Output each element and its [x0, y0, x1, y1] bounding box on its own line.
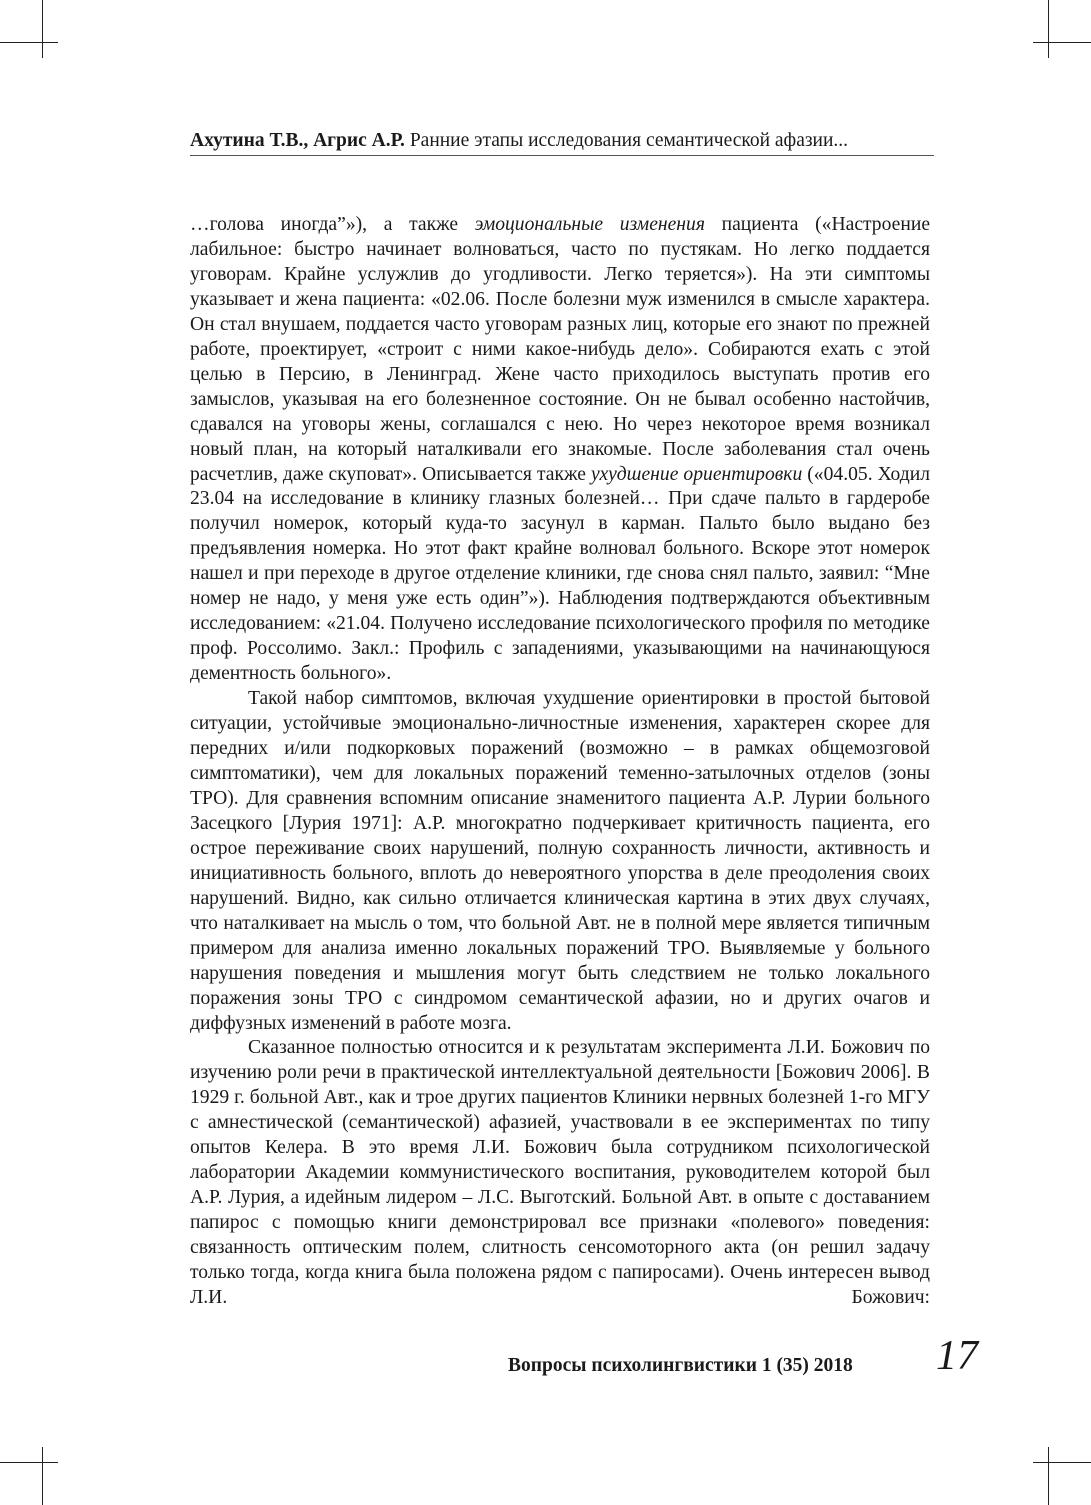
paragraph-1-run: …голова иногда”»), а также: [190, 214, 475, 235]
paragraph-3: Сказанное полностью относится и к результатам эксперимента Л.И. Божович по изучению роли речи в практической интеллектуальной деятельности [Божович 2006]. В 1929 г. больной Авт., как и трое других пациентов Клиники нервных болезней 1-го МГУ с амнестической (семантической) афазией, участвовали в ее экспериментах по типу опытов Келера. В это время Л.И. Божович была сотрудником психологической лаборатории Академии коммунистического воспитания, руководителем которой был А.Р. Лурия, а идейным лидером – Л.С. Выготский. Больной Авт. в опыте с доставанием папирос с помощью книги демонстрировал все признаки «полевого» поведения: связанность оптическим полем, слитность сенсомоторного акта (он решил задачу только тогда, когда книга была положена рядом с папиросами). Очень интересен вывод Л.И. Божович:: [190, 1037, 930, 1308]
paragraph-1-italic: эмоциональные изменения: [474, 214, 705, 235]
crop-mark: [42, 1447, 43, 1505]
header-title: Ранние этапы исследования семантической афазии...: [409, 130, 849, 151]
header-rule: [190, 155, 934, 156]
crop-mark: [1033, 1462, 1091, 1463]
crop-mark: [1048, 1447, 1049, 1505]
paragraph-1-run: («04.05. Ходил 23.04 на исследование в клинику глазных болезней… При сдаче пальто в гардеробе получил номерок, который куда-то засунул в карман. Пальто было выдано без предъявления номерка. Но этот факт крайне волновал больного. Вскоре этот номерок нашел и при переходе в другое отделение клиники, где снова снял пальто, заявил: “Мне номер не надо, у меня уже есть один”»). Наблюдения подтверждаются объективным исследованием: «21.04. Получено исследование психологического профиля по методике проф. Россолимо. Закл.: Профиль с западениями, указывающими на начинающуюся дементность больного».: [190, 463, 931, 685]
journal-footer: Вопросы психолингвистики 1 (35) 2018: [508, 1355, 853, 1376]
crop-mark: [42, 0, 43, 58]
crop-mark: [1033, 42, 1091, 43]
crop-mark: [0, 42, 58, 43]
header-authors: Ахутина Т.В., Агрис А.Р.: [190, 130, 405, 151]
paragraph-1: [190, 213, 930, 687]
page-number: 17: [936, 1333, 978, 1379]
paragraph-1-run: пациента («Настроение лабильное: быстро начинает волноваться, часто по пустякам. Но легко поддается уговорам. Крайне услужлив до угодливости. Легко теряется»). На эти симптомы указывает и жена пациента: «02.06. После болезни муж изменился в смысле характера. Он стал внушаем, поддается часто уговорам разных лиц, которые его знают по прежней работе, проектирует, «строит с ними какое-нибудь дело». Собираются ехать с этой целью в Персию, в Ленинград. Жене часто приходилось выступать против его замыслов, указывая на его болезненное состояние. Он не бывал особенно настойчив, сдавался на уговоры жены, соглашался с нею. Но через некоторое время возникал новый план, на который наталкивали его знакомые. После заболевания стал очень расчетлив, даже скуповат». Описывается также: [190, 214, 931, 485]
crop-mark: [1048, 0, 1049, 58]
crop-mark: [0, 1462, 58, 1463]
running-header: [190, 128, 932, 154]
body-text: [190, 213, 930, 1311]
paragraph-1-italic: ухудшение ориентировки: [591, 463, 803, 485]
paragraph-2: Такой набор симптомов, включая ухудшение ориентировки в простой бытовой ситуации, устойчивые эмоционально-личностные изменения, характерен скорее для передних и/или подкорковых поражений (возможно – в рамках общемозговой симптоматики), чем для локальных поражений теменно-затылочных отделов (зоны ТРО). Для сравнения вспомним описание знаменитого пациента А.Р. Лурии больного Засецкого [Лурия 1971]: А.Р. многократно подчеркивает критичность пациента, его острое переживание своих нарушений, полную сохранность личности, активность и инициативность больного, вплоть до невероятного упорства в деле преодоления своих нарушений. Видно, как сильно отличается клиническая картина в этих двух случаях, что наталкивает на мысль о том, что больной Авт. не в полной мере является типичным примером для анализа именно локальных поражений ТРО. Выявляемые у больного нарушения поведения и мышления могут быть следствием не только локального поражения зоны ТРО с синдромом семантической афазии, но и других очагов и диффузных изменений в работе мозга.: [190, 688, 930, 1034]
